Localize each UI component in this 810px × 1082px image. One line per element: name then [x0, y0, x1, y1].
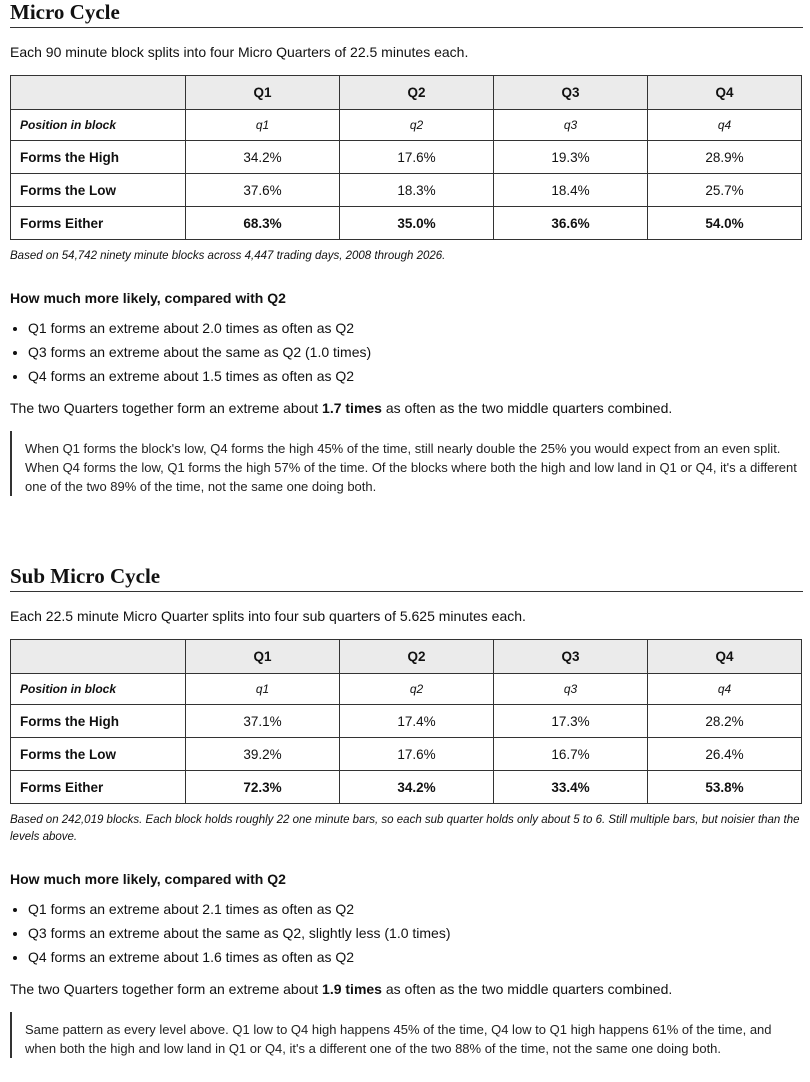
table-row	[11, 141, 802, 174]
header-cell	[11, 76, 186, 110]
section-title: Sub Micro Cycle	[10, 564, 803, 592]
header-cell: Q1	[186, 640, 340, 674]
summary-part: as often as the two middle quarters combined.	[381, 981, 673, 997]
table-cell: 17.6%	[340, 141, 494, 174]
header-cell: Q4	[648, 76, 802, 110]
table-cell: 17.6%	[340, 738, 494, 771]
comparison-list	[10, 900, 803, 966]
table-cell: 72.3%	[186, 771, 340, 804]
table-cell: 25.7%	[648, 174, 802, 207]
blockquote: Same pattern as every level above. Q1 low to Q4 high happens 45% of the time, Q4 low to Q1 high happens 61% of the time, and when both the high and low land in Q1 or Q4, it's a different one of the two 88% of the time, not the same one doing both.	[10, 1012, 803, 1058]
section-intro: Each 90 minute block splits into four Micro Quarters of 22.5 minutes each.	[10, 44, 469, 60]
summary-part: as often as the two middle quarters combined.	[381, 400, 673, 416]
sub-micro-cycle-section	[10, 564, 803, 1058]
summary-bold: 1.7 times	[322, 400, 382, 416]
header-cell: Q3	[494, 640, 648, 674]
table-cell: 37.6%	[186, 174, 340, 207]
table-cell: 53.8%	[648, 771, 802, 804]
stats-table	[10, 75, 802, 240]
header-cell: Q4	[648, 640, 802, 674]
row-label: Forms the High	[11, 705, 186, 738]
summary-text	[10, 980, 803, 998]
table-cell: q4	[648, 110, 802, 141]
table-cell: 34.2%	[340, 771, 494, 804]
table-cell: q1	[186, 674, 340, 705]
comparison-list	[10, 319, 803, 385]
header-cell	[11, 640, 186, 674]
table-cell: 28.2%	[648, 705, 802, 738]
table-row	[11, 738, 802, 771]
table-cell: 34.2%	[186, 141, 340, 174]
table-row	[11, 674, 802, 705]
table-row	[11, 174, 802, 207]
table-cell: q2	[340, 110, 494, 141]
table-cell: 19.3%	[494, 141, 648, 174]
table-cell: 16.7%	[494, 738, 648, 771]
summary-text	[10, 399, 803, 417]
likely-heading: How much more likely, compared with Q2	[10, 290, 286, 306]
table-cell: 36.6%	[494, 207, 648, 240]
summary-part: The two Quarters together form an extreme about	[10, 981, 323, 997]
row-label: Forms the Low	[11, 174, 186, 207]
table-cell: 26.4%	[648, 738, 802, 771]
section-intro: Each 22.5 minute Micro Quarter splits into four sub quarters of 5.625 minutes each.	[10, 608, 526, 624]
table-cell: 28.9%	[648, 141, 802, 174]
row-label: Position in block	[11, 674, 186, 705]
likely-heading: How much more likely, compared with Q2	[10, 871, 286, 887]
table-cell: 17.3%	[494, 705, 648, 738]
stats-table	[10, 639, 802, 804]
table-note: Based on 242,019 blocks. Each block holds roughly 22 one minute bars, so each sub quarter holds only about 5 to 6. Still multiple bars, but noisier than the levels above.	[10, 814, 800, 843]
row-label: Forms the Low	[11, 738, 186, 771]
table-cell: q3	[494, 110, 648, 141]
section-title: Micro Cycle	[10, 0, 803, 28]
table-cell: 18.4%	[494, 174, 648, 207]
table-header-row	[11, 76, 802, 110]
table-header-row	[11, 640, 802, 674]
table-cell: 18.3%	[340, 174, 494, 207]
table-cell: 33.4%	[494, 771, 648, 804]
header-cell: Q1	[186, 76, 340, 110]
row-label: Forms Either	[11, 771, 186, 804]
list-item: • Q1 forms an extreme about 2.0 times as often as Q2	[28, 319, 803, 337]
list-item: • Q4 forms an extreme about 1.6 times as often as Q2	[28, 948, 803, 966]
table-cell: 17.4%	[340, 705, 494, 738]
table-note: Based on 54,742 ninety minute blocks across 4,447 trading days, 2008 through 2026.	[10, 250, 446, 262]
summary-bold: 1.9 times	[322, 981, 382, 997]
row-label: Position in block	[11, 110, 186, 141]
table-cell: 54.0%	[648, 207, 802, 240]
table-row	[11, 771, 802, 804]
table-cell: q3	[494, 674, 648, 705]
table-cell: q2	[340, 674, 494, 705]
blockquote: When Q1 forms the block's low, Q4 forms the high 45% of the time, still nearly double the 25% you would expect from an even split. When Q4 forms the low, Q1 forms the high 57% of the time. Of the blocks where both the high and low land in Q1 or Q4, it's a different one of the two 89% of the time, not the same one doing both.	[10, 431, 803, 496]
table-cell: 35.0%	[340, 207, 494, 240]
micro-cycle-section	[10, 0, 803, 496]
table-cell: 68.3%	[186, 207, 340, 240]
table-cell: 39.2%	[186, 738, 340, 771]
table-cell: q1	[186, 110, 340, 141]
table-cell: q4	[648, 674, 802, 705]
row-label: Forms the High	[11, 141, 186, 174]
table-row	[11, 110, 802, 141]
list-item: • Q1 forms an extreme about 2.1 times as often as Q2	[28, 900, 803, 918]
table-cell: 37.1%	[186, 705, 340, 738]
header-cell: Q2	[340, 640, 494, 674]
list-item: • Q4 forms an extreme about 1.5 times as often as Q2	[28, 367, 803, 385]
table-row	[11, 207, 802, 240]
summary-part: The two Quarters together form an extreme about	[10, 400, 323, 416]
table-row	[11, 705, 802, 738]
row-label: Forms Either	[11, 207, 186, 240]
header-cell: Q2	[340, 76, 494, 110]
list-item: • Q3 forms an extreme about the same as Q2, slightly less (1.0 times)	[28, 924, 803, 942]
header-cell: Q3	[494, 76, 648, 110]
list-item: • Q3 forms an extreme about the same as Q2 (1.0 times)	[28, 343, 803, 361]
